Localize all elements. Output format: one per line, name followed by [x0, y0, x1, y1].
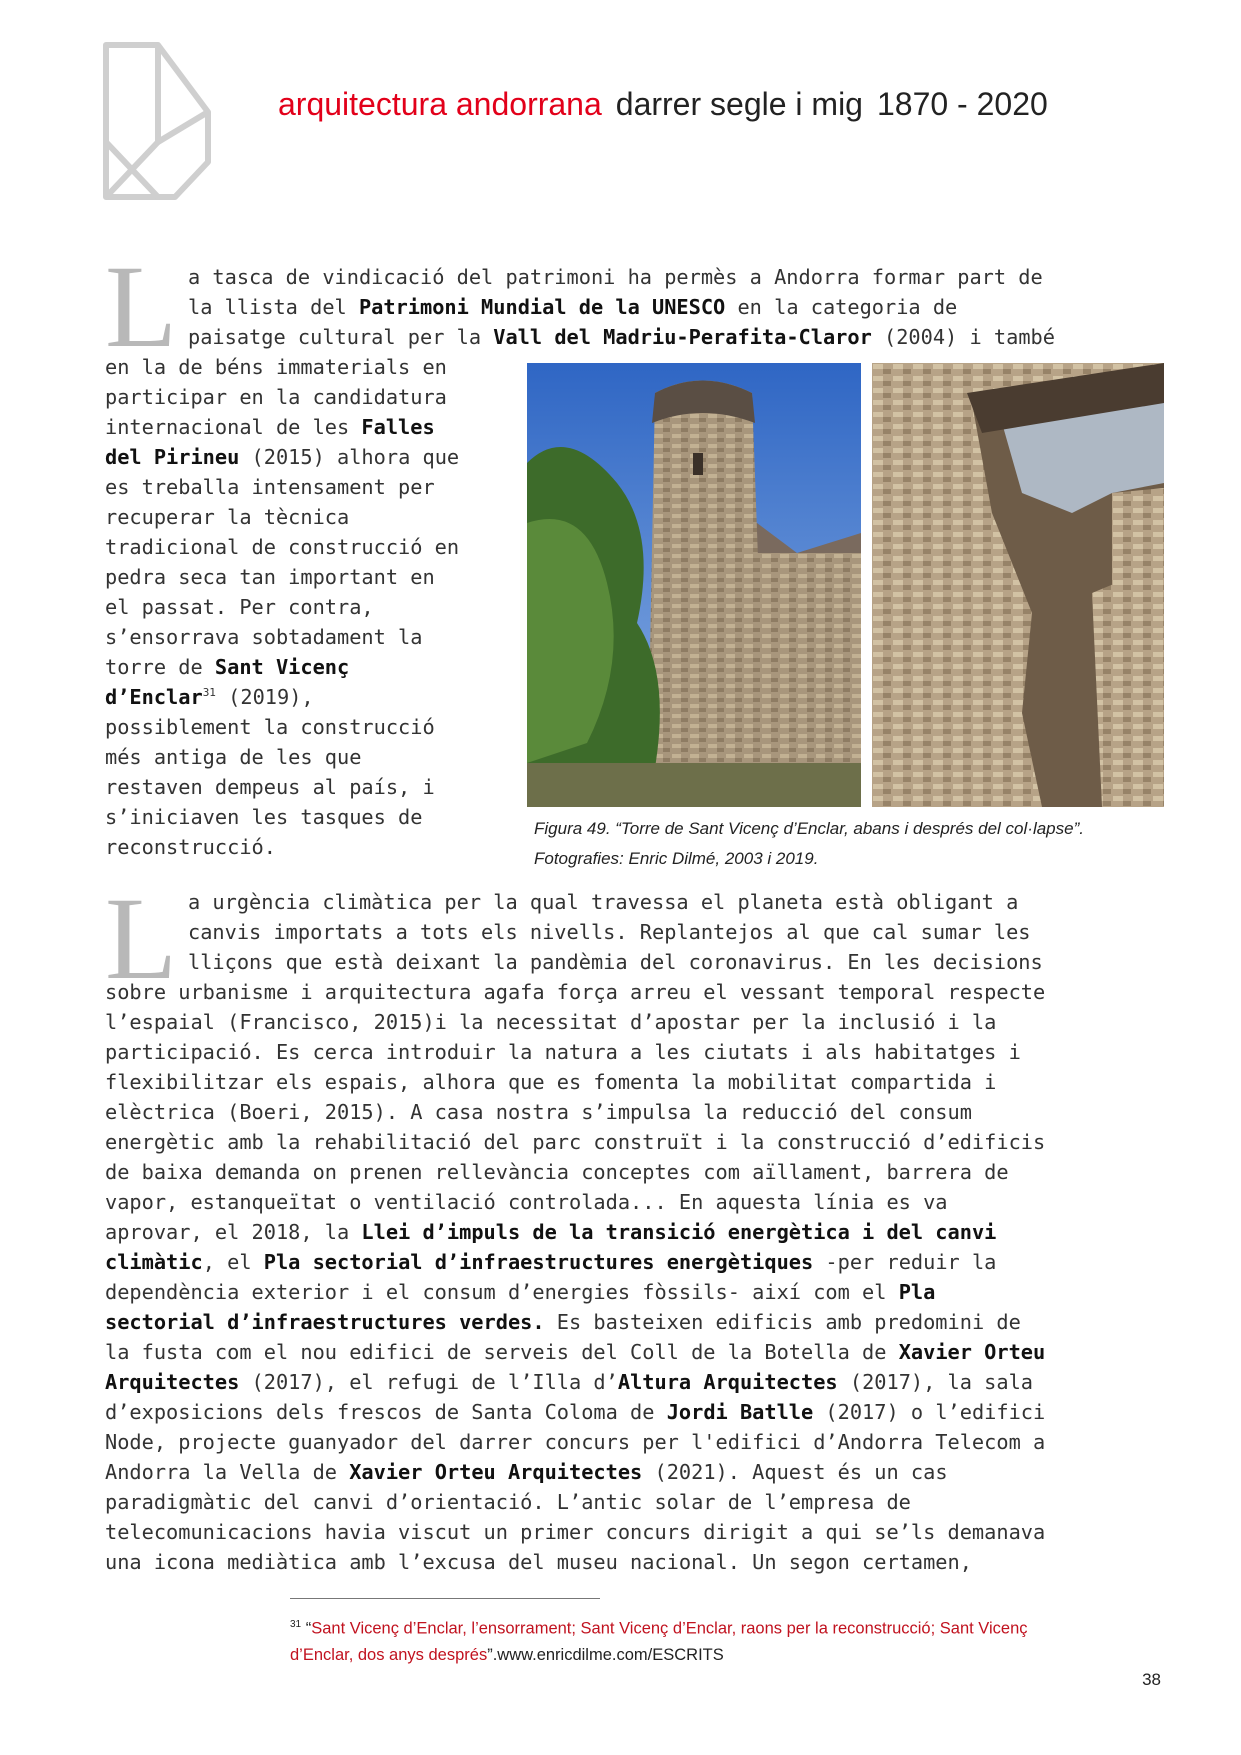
- header-years: 1870 - 2020: [876, 86, 1048, 122]
- text-line: Node, projecte guanyador del darrer concurs per l'edifici d’Andorra Telecom a: [105, 1430, 1046, 1454]
- text-line: torre de Sant Vicenç: [105, 655, 350, 679]
- text-line: dependència exterior i el consum d’energies fòssils- així com el Pla: [105, 1280, 936, 1304]
- paragraph-2: [105, 887, 1165, 1577]
- footnote-url: ”.www.enricdilme.com/ESCRITS: [487, 1645, 724, 1664]
- footnote-divider: [290, 1598, 600, 1599]
- footnote: $^{31}$ “Sant Vicenç d’Enclar, l’ensorrament; Sant Vicenç d’Enclar, raons per la reconstrucció; Sant Vicenç d’Enclar, dos anys després”.www.enricdilme.com/ESCRITS: [290, 1619, 1028, 1664]
- text-line: el passat. Per contra,: [105, 595, 374, 619]
- text-line: climàtic, el Pla sectorial d’infraestructures energètiques -per reduir la: [105, 1250, 997, 1274]
- logo-mark: [103, 42, 213, 200]
- page-header: [278, 86, 1048, 123]
- dropcap-2: L: [105, 873, 178, 1004]
- text-line: paradigmàtic del canvi d’orientació. L’antic solar de l’empresa de: [105, 1490, 911, 1514]
- text-line: participar en la candidatura: [105, 385, 447, 409]
- text-line: vapor, estanqueïtat o ventilació controlada... En aquesta línia es va: [105, 1190, 948, 1214]
- dropcap-1: L: [105, 241, 178, 372]
- text-line: Andorra la Vella de Xavier Orteu Arquitectes (2021). Aquest és un cas: [105, 1460, 948, 1484]
- text-line: l’espaial (Francisco, 2015)i la necessitat d’apostar per la inclusió i la: [105, 1010, 997, 1034]
- page-number: 38: [1142, 1670, 1161, 1689]
- caption-line-2: Fotografies: Enric Dilmé, 2003 i 2019.: [534, 849, 819, 868]
- text-line: d’exposicions dels frescos de Santa Coloma de Jordi Batlle (2017) o l’edifici: [105, 1400, 1046, 1424]
- text-line: més antiga de les que: [105, 745, 362, 769]
- footnote-number: 31: [290, 1619, 302, 1630]
- text-line: una icona mediàtica amb l’excusa del museu nacional. Un segon certamen,: [105, 1550, 972, 1574]
- text-line: internacional de les Falles: [105, 415, 435, 439]
- text-line: de baixa demanda on prenen rellevància conceptes com aïllament, barrera de: [105, 1160, 1009, 1184]
- text-line: canvis importats a tots els nivells. Replantejos al que cal sumar les: [188, 920, 1031, 944]
- text-line: lliçons que està deixant la pandèmia del coronavirus. En les decisions: [188, 950, 1043, 974]
- text-line: del Pirineu (2015) alhora que: [105, 445, 460, 469]
- header-title-rest: darrer segle i mig: [615, 86, 863, 122]
- text-line: flexibilitzar els espais, alhora que es fomenta la mobilitat compartida i: [105, 1070, 997, 1094]
- footnote-ref: 31: [202, 686, 216, 700]
- header-title-red: arquitectura andorrana: [278, 86, 602, 122]
- figure-caption: [534, 814, 1084, 874]
- text-line: pedra seca tan important en: [105, 565, 435, 589]
- text-line: sobre urbanisme i arquitectura agafa força arreu el vessant temporal respecte: [105, 980, 1046, 1004]
- text-line: restaven dempeus al país, i: [105, 775, 435, 799]
- footnote-red-text-1: Sant Vicenç d’Enclar, l’ensorrament; Sant Vicenç d’Enclar, raons per la reconstrucció; Sant Vicenç: [311, 1619, 1028, 1638]
- text-line: energètic amb la rehabilitació del parc construït i la construcció d’edificis: [105, 1130, 1046, 1154]
- text-line: s’iniciaven les tasques de: [105, 805, 423, 829]
- caption-line-1: Figura 49. “Torre de Sant Vicenç d’Enclar, abans i després del col·lapse”.: [534, 819, 1084, 838]
- photo-tower-after: [872, 363, 1164, 807]
- text-line: aprovar, el 2018, la Llei d’impuls de la transició energètica i del canvi: [105, 1220, 997, 1244]
- text-line: Arquitectes (2017), el refugi de l’Illa d’Altura Arquitectes (2017), la sala: [105, 1370, 1034, 1394]
- text-line: es treballa intensament per: [105, 475, 435, 499]
- text-line: s’ensorrava sobtadament la: [105, 625, 423, 649]
- text-line: en la de béns immaterials en: [105, 355, 447, 379]
- text-line: d’Enclar$^{31}$ (2019),: [105, 685, 314, 709]
- text-line: recuperar la tècnica: [105, 505, 350, 529]
- photo-tower-before: [527, 363, 861, 807]
- footnote-red-text-2: d’Enclar, dos anys després: [290, 1645, 488, 1664]
- text-line: reconstrucció.: [105, 835, 276, 859]
- text-line: la llista del Patrimoni Mundial de la UNESCO en la categoria de: [188, 295, 958, 319]
- text-line: possiblement la construcció: [105, 715, 435, 739]
- text-line: a tasca de vindicació del patrimoni ha permès a Andorra formar part de: [188, 265, 1043, 289]
- text-line: participació. Es cerca introduir la natura a les ciutats i als habitatges i: [105, 1040, 1021, 1064]
- text-line: la fusta com el nou edifici de serveis del Coll de la Botella de Xavier Orteu: [105, 1340, 1046, 1364]
- text-line: a urgència climàtica per la qual travessa el planeta està obligant a: [188, 890, 1019, 914]
- text-line: paisatge cultural per la Vall del Madriu-Perafita-Claror (2004) i també: [188, 325, 1055, 349]
- text-line: sectorial d’infraestructures verdes. Es basteixen edificis amb predomini de: [105, 1310, 1021, 1334]
- text-line: elèctrica (Boeri, 2015). A casa nostra s’impulsa la reducció del consum: [105, 1100, 972, 1124]
- text-line: telecomunicacions havia viscut un primer concurs dirigit a qui se’ls demanava: [105, 1520, 1046, 1544]
- text-line: tradicional de construcció en: [105, 535, 460, 559]
